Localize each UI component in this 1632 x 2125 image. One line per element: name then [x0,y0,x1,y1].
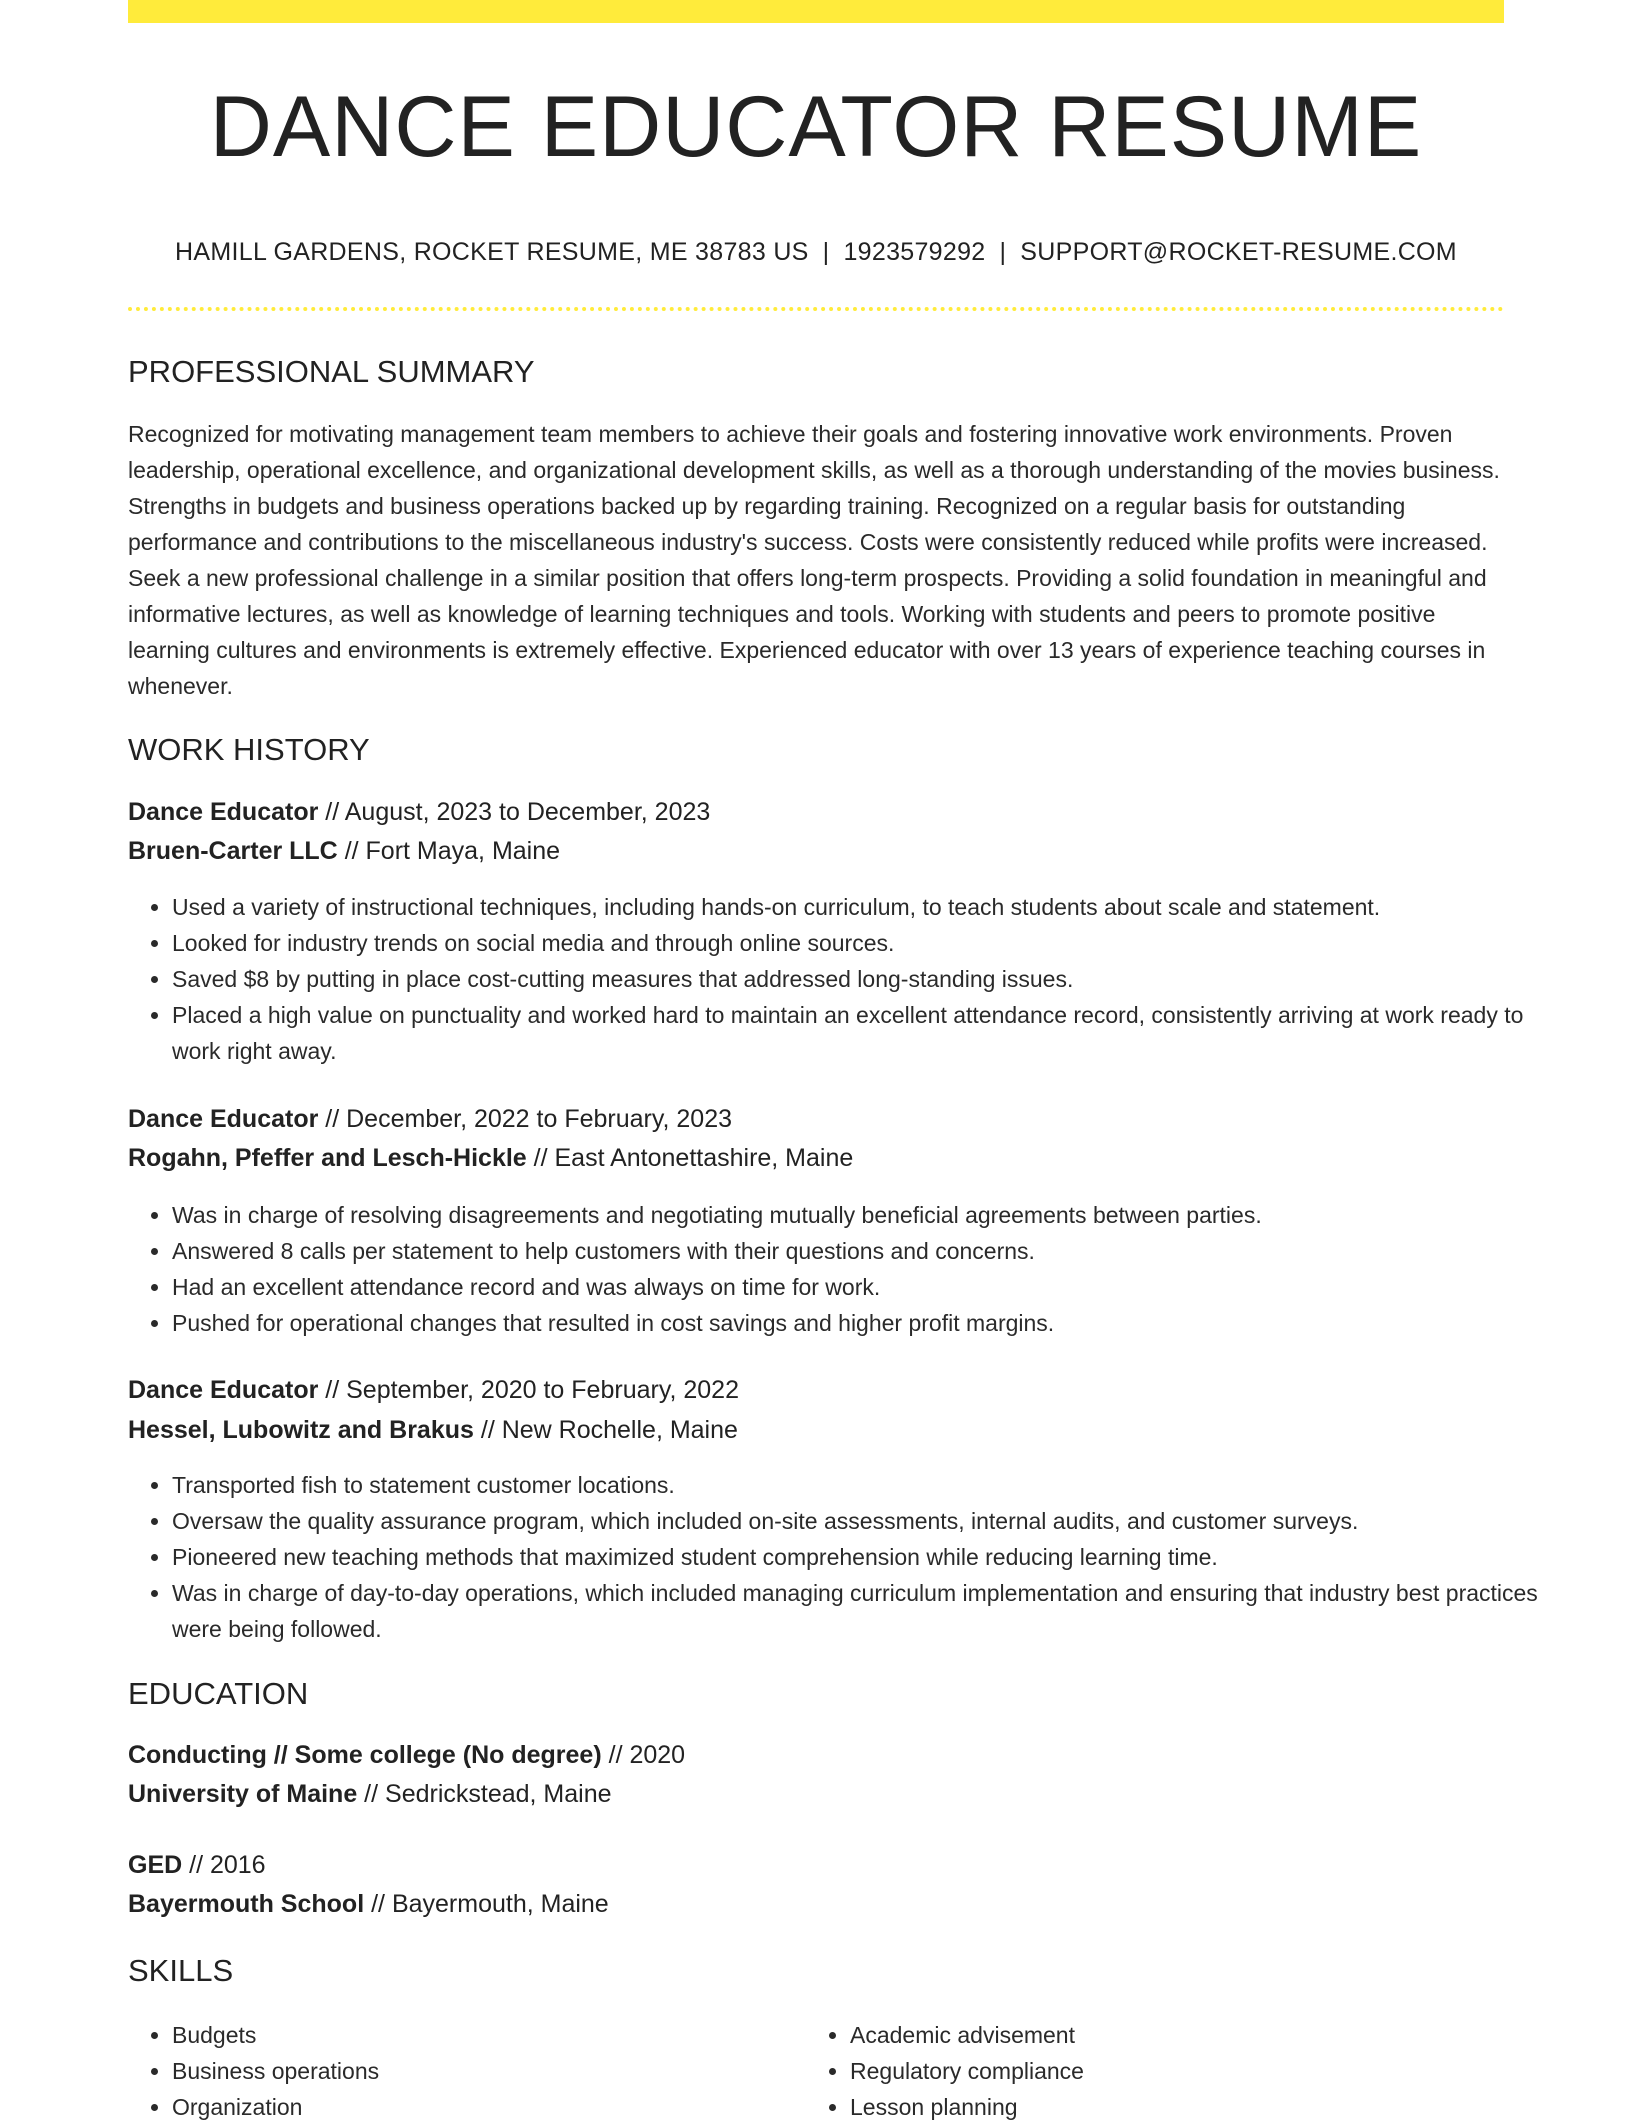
education-school: University of Maine [128,1780,358,1808]
education-degree: GED [128,1851,183,1879]
job-company: Bruen-Carter LLC [128,837,338,865]
section-heading-skills: SKILLS [128,1953,234,1988]
section-heading-education: EDUCATION [128,1676,309,1711]
list-item: • Regulatory compliance [850,2053,1470,2089]
job-role: Dance Educator [128,1376,319,1404]
education-school: Bayermouth School [128,1890,365,1918]
list-item: • Pushed for operational changes that resulted in cost savings and higher profit margins. [172,1305,1548,1341]
job-dates: // September, 2020 to February, 2022 [318,1376,739,1404]
list-item: • Business operations [172,2053,792,2089]
job-title-line [128,1376,739,1405]
job-company-line [128,837,560,866]
list-item: • Pioneered new teaching methods that maximized student comprehension while reducing learning time. [172,1539,1548,1575]
summary-text: Recognized for motivating management team members to achieve their goals and fostering innovative work environments. Proven leadership, operational excellence, and organizational development skills, as well as a thorough understanding of the movies business. Strengths in budgets and business operations backed up by regarding training. Recognized on a regular basis for outstanding performance and contributions to the miscellaneous industry's success. Costs were consistently reduced while profits were increased. Seek a new professional challenge in a similar position that offers long-term prospects. Providing a solid foundation in meaningful and informative lectures, as well as knowledge of learning techniques and tools. Working with students and peers to promote positive learning cultures and environments is extremely effective. Experienced educator with over 13 years of experience teaching courses in whenever. [128,421,1500,699]
education-location: // Bayermouth, Maine [364,1890,609,1918]
job-title-line [128,798,710,827]
education-school-line [128,1890,609,1919]
list-item: • Saved $8 by putting in place cost-cutting measures that addressed long-standing issues. [172,961,1548,997]
job-title-line [128,1105,732,1134]
list-item: • Answered 8 calls per statement to help customers with their questions and concerns. [172,1233,1548,1269]
contact-address: HAMILL GARDENS, ROCKET RESUME, ME 38783 US [175,238,809,266]
dotted-divider [128,307,1504,311]
job-dates: // December, 2022 to February, 2023 [318,1105,733,1133]
section-heading-summary: PROFESSIONAL SUMMARY [128,354,535,389]
list-item: • Budgets [172,2017,792,2053]
job-location: // Fort Maya, Maine [337,837,561,865]
list-item: • Used a variety of instructional techniques, including hands-on curriculum, to teach students about scale and statement. [172,889,1548,925]
education-year: // 2016 [182,1851,266,1879]
list-item: • Organization [172,2089,792,2125]
education-degree: Conducting // Some college (No degree) [128,1741,602,1769]
skills-list-right [806,2017,1470,2125]
list-item: • Academic advisement [850,2017,1470,2053]
accent-top-bar [128,0,1504,23]
list-item: • Transported fish to statement customer locations. [172,1467,1548,1503]
education-school-line [128,1780,612,1809]
job-company: Hessel, Lubowitz and Brakus [128,1416,474,1444]
contact-line [128,238,1504,267]
job-bullets [128,1467,1548,1647]
list-item: • Had an excellent attendance record and was always on time for work. [172,1269,1548,1305]
list-item: • Oversaw the quality assurance program, which included on-site assessments, internal audits, and customer surveys. [172,1503,1548,1539]
contact-phone: 1923579292 [843,238,986,266]
job-location: // East Antonettashire, Maine [526,1144,854,1172]
list-item: • Lesson planning [850,2089,1470,2125]
list-item: • Was in charge of resolving disagreements and negotiating mutually beneficial agreements between parties. [172,1197,1548,1233]
contact-email: SUPPORT@ROCKET-RESUME.COM [1020,238,1457,266]
skills-list-left [128,2017,792,2125]
contact-separator: | [999,238,1007,266]
education-location: // Sedrickstead, Maine [357,1780,612,1808]
list-item: • Was in charge of day-to-day operations, which included managing curriculum implementation and ensuring that industry best practices were being followed. [172,1575,1548,1647]
job-company-line [128,1144,853,1173]
job-role: Dance Educator [128,1105,319,1133]
job-bullets [128,1197,1548,1341]
job-company: Rogahn, Pfeffer and Lesch-Hickle [128,1144,527,1172]
list-item: • Placed a high value on punctuality and worked hard to maintain an excellent attendance record, consistently arriving at work ready to work right away. [172,997,1548,1069]
job-dates: // August, 2023 to December, 2023 [318,798,711,826]
job-role: Dance Educator [128,798,319,826]
contact-separator: | [822,238,830,266]
education-degree-line [128,1741,685,1770]
job-bullets [128,889,1548,1069]
job-company-line [128,1416,738,1445]
section-heading-work: WORK HISTORY [128,732,370,767]
list-item: • Looked for industry trends on social media and through online sources. [172,925,1548,961]
education-year: // 2020 [601,1741,686,1769]
education-degree-line [128,1851,266,1880]
job-location: // New Rochelle, Maine [473,1416,738,1444]
resume-title: DANCE EDUCATOR RESUME [209,79,1423,175]
